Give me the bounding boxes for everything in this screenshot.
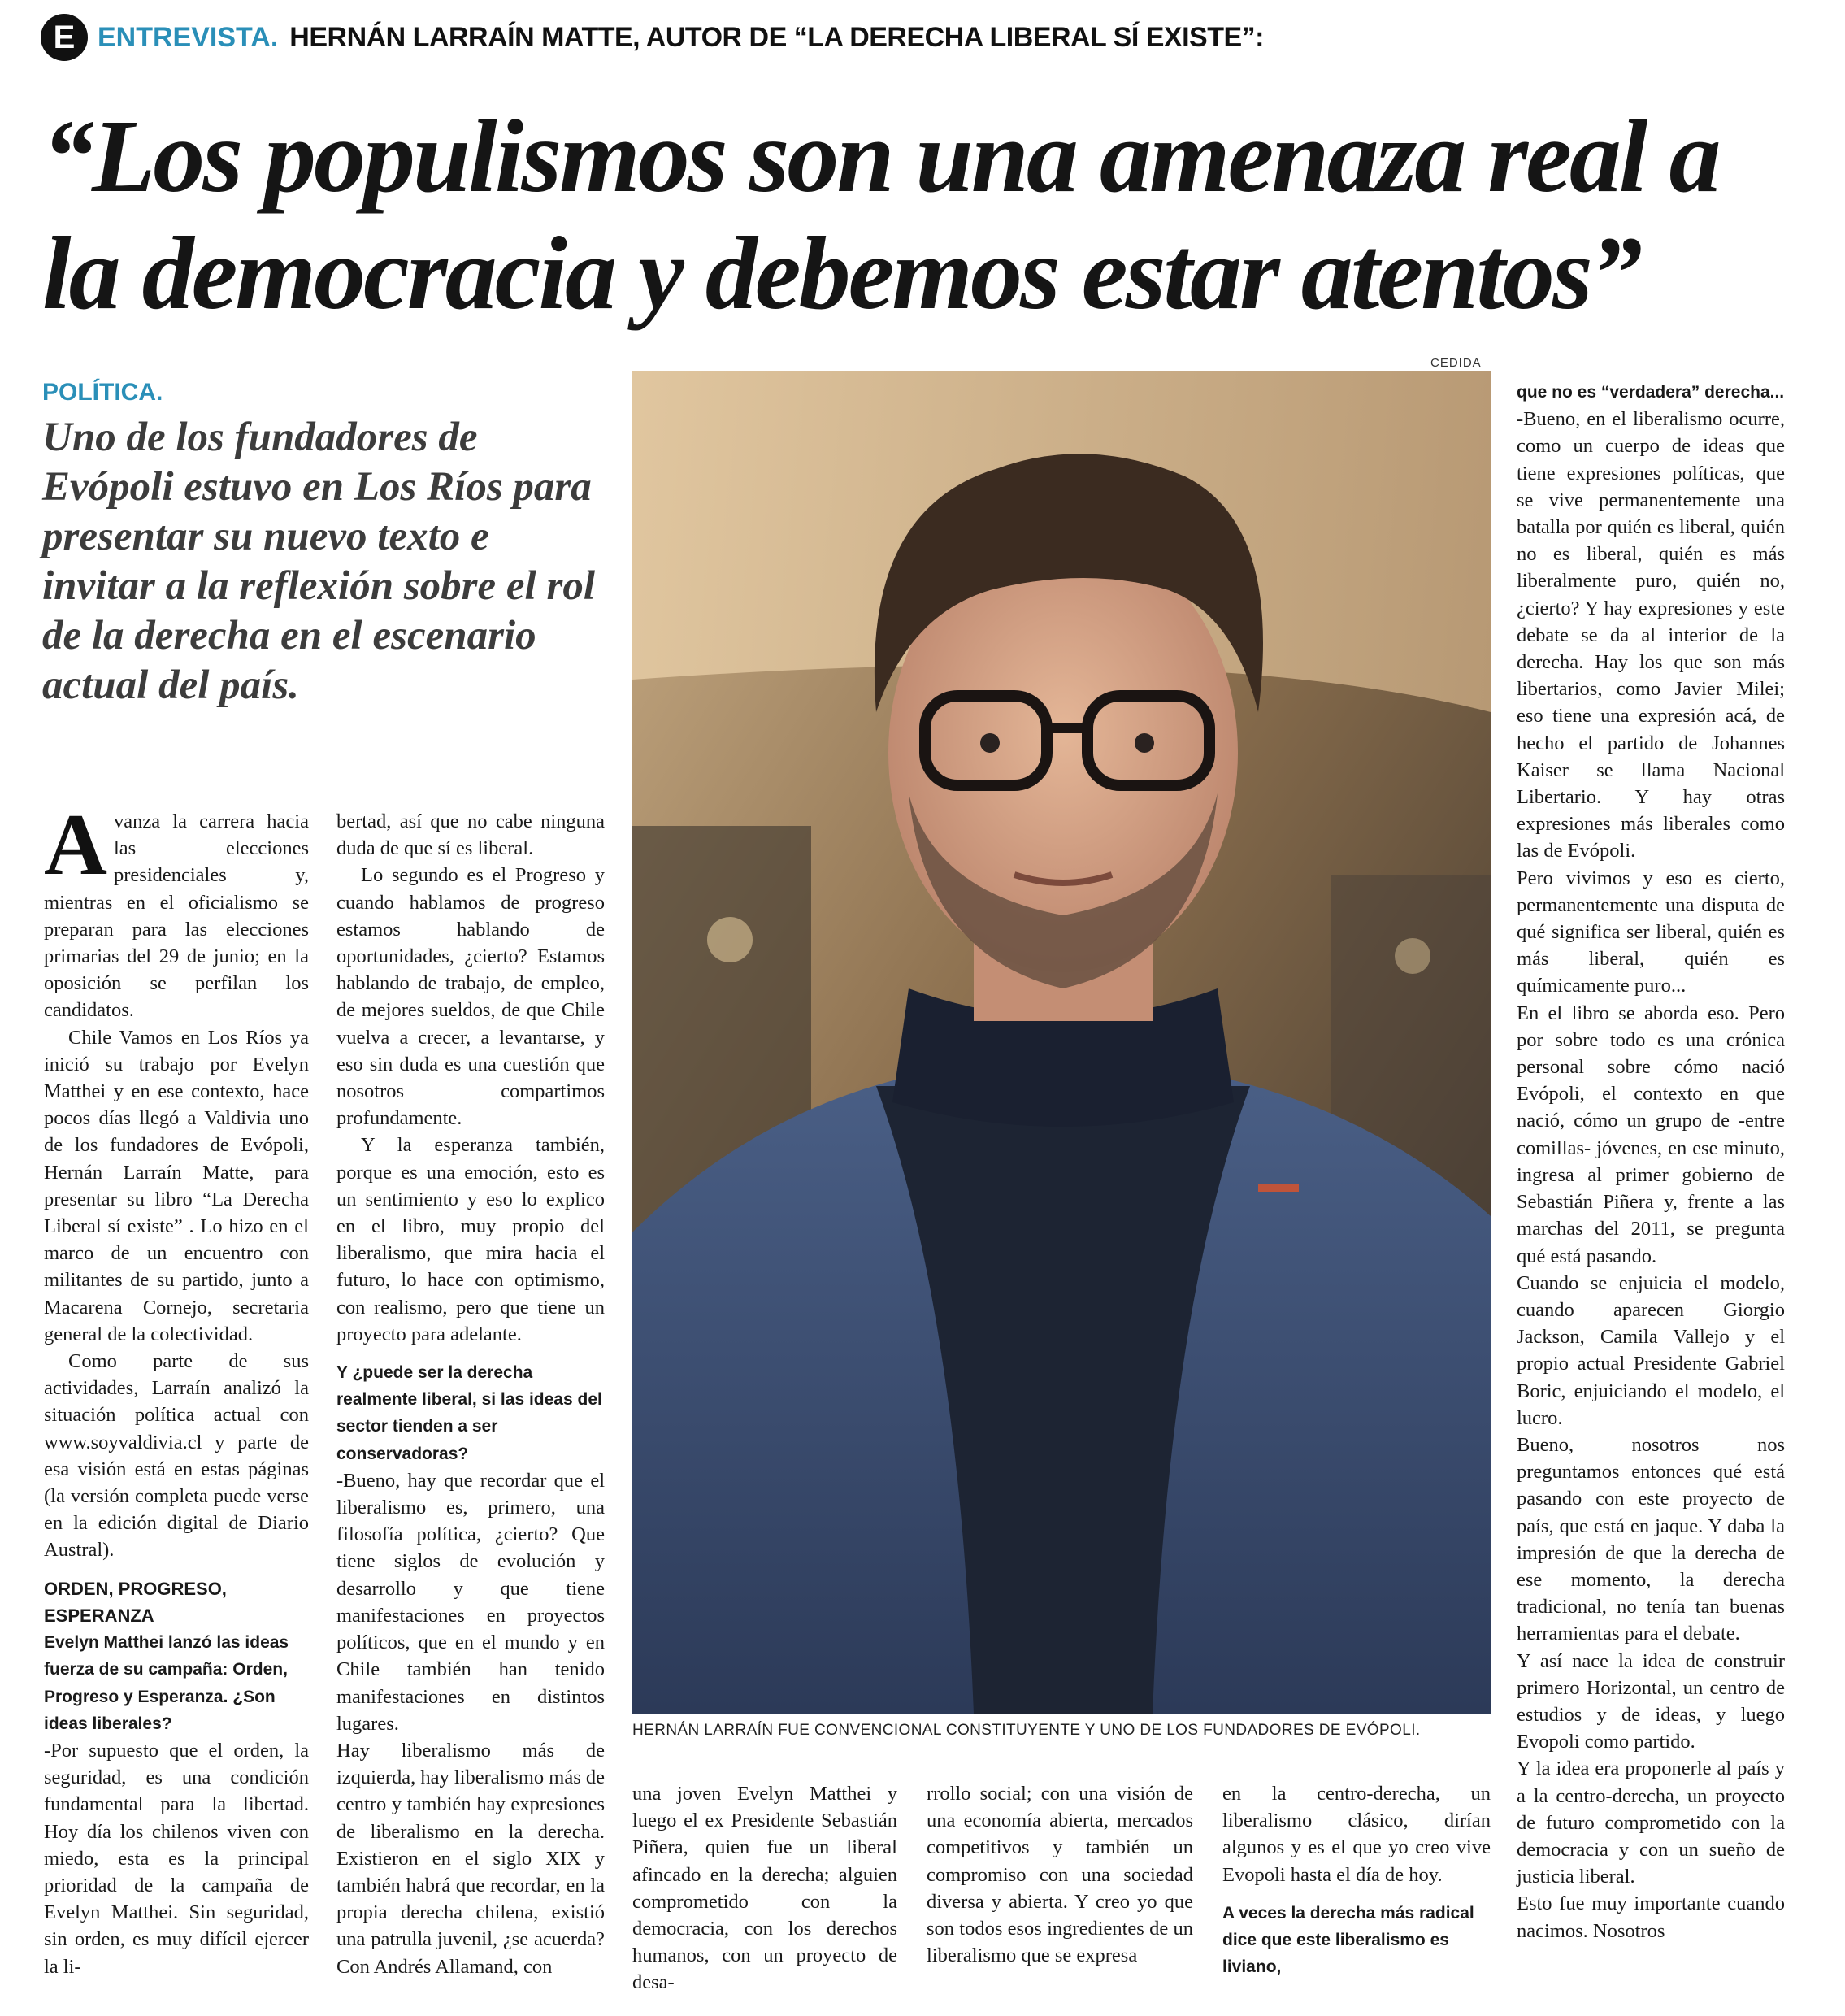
portrait-illustration [632, 371, 1491, 1714]
interview-question: que no es “verdadera” derecha... [1517, 383, 1785, 402]
interview-answer: Cuando se enjuicia el modelo, cuando aparecen Giorgio Jackson, Camila Vallejo y el propio actual Presidente Gabriel Boric, enjuiciando el modelo, el lucro. [1517, 1271, 1785, 1429]
article-column-6 [1517, 379, 1785, 1944]
paragraph: Y la esperanza también, porque es una emoción, esto es un sentimiento y eso lo explico en el libro, muy propio del liberalismo, que mira hacia el futuro, lo hace con optimismo, con realismo, pero que tiene un proyecto para adelante. [336, 1134, 605, 1345]
photo-credit: CEDIDA [1430, 356, 1482, 370]
paragraph: en la centro-derecha, un liberalismo clásico, dirían algunos y es el que yo creo vive Evopoli hasta el día de hoy. [1222, 1783, 1491, 1886]
interview-answer: Y la idea era proponerle al país y a la centro-derecha, un proyecto de futuro comprometido con la democracia y con un sueño de justicia liberal. [1517, 1757, 1785, 1888]
paragraph: una joven Evelyn Matthei y luego el ex Presidente Sebastián Piñera, quien fue un liberal afincado en la derecha; alguien comprometido con la democracia, con los derechos humanos, con un proyecto de desa- [632, 1783, 897, 1994]
interview-answer: Hay liberalismo más de izquierda, hay liberalismo más de centro y también hay expresiones de liberalismo en la derecha. Existieron en el siglo XIX y también habrá que recordar, en la propia derecha chilena, existió una patrulla juvenil, ¿se acuerda? Con Andrés Allamand, con [336, 1739, 605, 1978]
interview-answer: Y así nace la idea de construir primero Horizontal, un centro de estudios y de ideas, y luego Evopoli como partido. [1517, 1649, 1785, 1753]
portrait-photo [632, 371, 1491, 1714]
article-column-4 [927, 1780, 1193, 1969]
paragraph [44, 797, 309, 1024]
paragraph: Chile Vamos en Los Ríos ya inició su trabajo por Evelyn Matthei y en ese contexto, hace pocos días llegó a Valdivia uno de los fundadores de Evópoli, Hernán Larraín Matte, para presentar su libro “La Derecha Liberal sí existe” . Lo hizo en el marco de un encuentro con militantes de su partido, junto a Macarena Cornejo, secretaria general de la colectividad. [44, 1026, 309, 1345]
article-column-1 [44, 797, 309, 1980]
interview-answer: En el libro se aborda eso. Pero por sobre todo es una crónica personal sobre cómo nació Evópoli, el contexto en que nació, cómo un grupo de -entre comillas- jóvenes, en ese minuto, ingresa al primer gobierno de Sebastián Piñera y, frente a las marchas del 2011, se pregunta qué está pasando. [1517, 1001, 1785, 1267]
interview-answer: Pero vivimos y eso es cierto, permanentemente una disputa de qué significa ser liberal, quién es más liberal, quién es químicamente puro... [1517, 867, 1785, 997]
section-badge: E [41, 14, 88, 61]
drop-cap: A [44, 797, 107, 893]
article-column-2 [336, 808, 605, 1980]
interview-answer: -Bueno, hay que recordar que el liberalismo es, primero, una filosofía política, ¿cierto? Que tiene siglos de evolución y desarrollo y que tiene manifestaciones en proyectos políticos, que en el mundo y en Chile también han tenido manifestaciones en distintos lugares. [336, 1469, 605, 1735]
interview-question: A veces la derecha más radical dice que este liberalismo es liviano, [1222, 1903, 1474, 1977]
section-label: POLÍTICA. [42, 379, 163, 406]
article-column-5 [1222, 1780, 1491, 1980]
interview-question: Y ¿puede ser la derecha realmente liberal, si las ideas del sector tienden a ser conservadoras? [336, 1363, 602, 1463]
kicker [41, 13, 1829, 62]
paragraph: bertad, así que no cabe ninguna duda de que sí es liberal. [336, 810, 605, 860]
article-column-3 [632, 1780, 897, 1996]
paragraph: Lo segundo es el Progreso y cuando hablamos de progreso estamos hablando de oportunidades, ¿cierto? Estamos hablando de trabajo, de empleo, de mejores sueldos, de que Chile vuelva a crecer, a levantarse, y eso sin duda es una cuestión que nosotros compartimos profundamente. [336, 864, 605, 1130]
deck: Uno de los fundadores de Evópoli estuvo en Los Ríos para presentar su nuevo texto e invitar a la reflexión sobre el rol de la derecha en el escenario actual del país. [42, 415, 595, 708]
paragraph: rrollo social; con una visión de una economía abierta, mercados competitivos y también un compromiso con una sociedad diversa y abierta. Y creo yo que son todos esos ingredientes de un liberalismo que se expresa [927, 1783, 1193, 1967]
kicker-text: HERNÁN LARRAÍN MATTE, AUTOR DE “LA DERECHA LIBERAL SÍ EXISTE”: [289, 21, 1264, 53]
kicker-section: ENTREVISTA. [98, 21, 279, 53]
interview-answer: Esto fue muy importante cuando nacimos. Nosotros [1517, 1892, 1785, 1942]
paragraph: Como parte de sus actividades, Larraín analizó la situación política actual con www.soyvaldivia.cl y parte de esa visión está en estas páginas (la versión completa puede verse en la edición digital de Diario Austral). [44, 1350, 309, 1562]
interview-answer: -Bueno, en el liberalismo ocurre, como un cuerpo de ideas que tiene expresiones políticas, que se vive permanentemente una batalla por quién es liberal, quién no es liberal, quién es más liberalmente puro, quién no, ¿cierto? Y hay expresiones y este debate se da al interior de la derecha. Hay los que son más libertarios, como Javier Milei; eso tiene una expresión acá, de hecho el partido de Johannes Kaiser se llama Nacional Libertario. Y hay otras expresiones más liberales como las de Evópoli. [1517, 408, 1785, 862]
interview-answer: -Por supuesto que el orden, la seguridad, es una condición fundamental para la libertad. Hoy día los chilenos viven con miedo, esta es la principal prioridad de la campaña de Evelyn Matthei. Sin seguridad, sin orden, es muy difícil ejercer la li- [44, 1739, 309, 1978]
interview-question: Evelyn Matthei lanzó las ideas fuerza de su campaña: Orden, Progreso y Esperanza. ¿Son ideas liberales? [44, 1633, 289, 1733]
interview-answer: Bueno, nosotros nos preguntamos entonces qué está pasando con este proyecto de país, que está en jaque. Y daba la impresión de que la derecha de ese momento, la derecha tradicional, no tenía tan buenas herramientas para el debate. [1517, 1433, 1785, 1645]
photo-caption: HERNÁN LARRAÍN FUE CONVENCIONAL CONSTITUYENTE Y UNO DE LOS FUNDADORES DE EVÓPOLI. [632, 1722, 1421, 1739]
subheading: ORDEN, PROGRESO, ESPERANZA [44, 1578, 227, 1626]
paragraph-text: vanza la carrera hacia las elecciones presidenciales y, mientras en el oficialismo se preparan para las elecciones primarias del 29 de junio; en la oposición se perfilan los candidatos. [44, 810, 309, 1022]
headline-line-2: la democracia y debemos estar atentos” [42, 215, 1640, 331]
headline [42, 98, 1814, 332]
headline-line-1: “Los populismos son una amenaza real a [42, 98, 1719, 214]
